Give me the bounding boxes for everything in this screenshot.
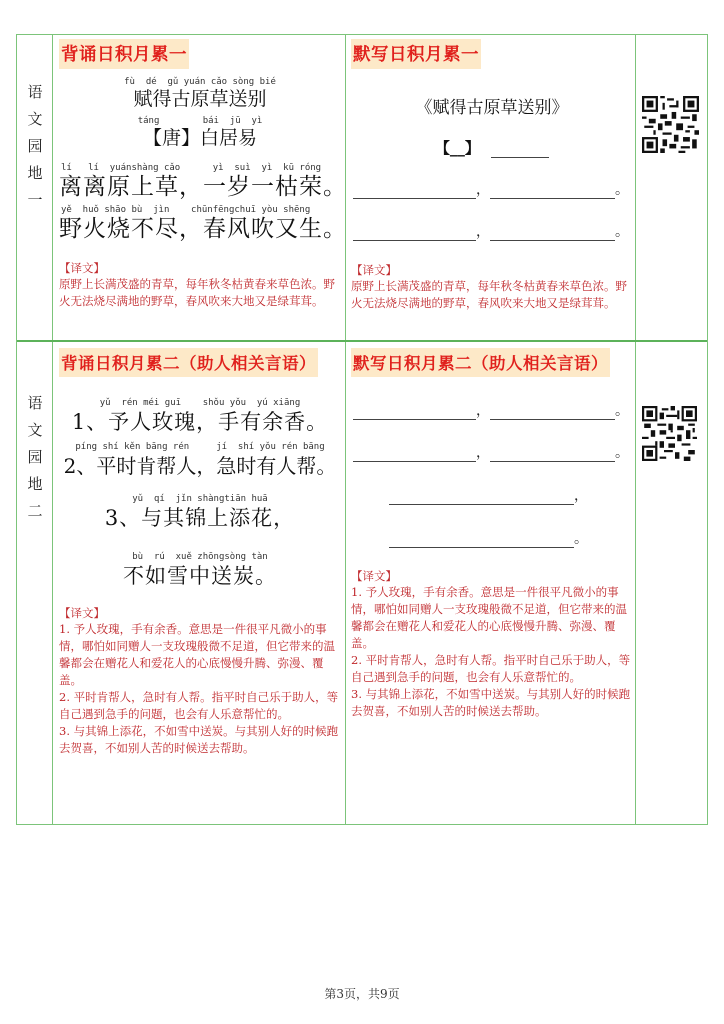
poem-line: 3、与其锦上添花，	[104, 506, 296, 530]
blank-input[interactable]	[490, 226, 615, 241]
line-pinyin: yǔ qí jǐn shàngtiān huā	[132, 494, 268, 504]
dictation-line	[353, 400, 629, 420]
side-char: 园	[27, 448, 43, 466]
blank-input[interactable]	[353, 405, 476, 420]
translation-text: 2. 平时肯帮人，急时有人帮。指平时自己乐于助人，等自己遇到急手的问题，也会有人乐意帮忙的。	[59, 690, 339, 721]
author-name-blank[interactable]	[491, 143, 549, 158]
blank-input[interactable]	[389, 490, 574, 505]
line-pinyin: lí lí yuánshàng cǎo yì suì yì kū róng	[61, 163, 322, 173]
period: 。	[615, 224, 629, 240]
translation-text: 原野上长满茂盛的青草，每年秋冬枯黄春来草色浓。野火无法烧尽满地的野草，春风吹来大地又是绿茸茸。	[59, 277, 335, 308]
recite-heading: 背诵日积月累二（助人相关言语）	[59, 348, 318, 377]
comma: ，	[476, 182, 490, 198]
blank-input[interactable]	[353, 226, 476, 241]
period: 。	[615, 403, 629, 419]
worksheet-table	[16, 34, 708, 825]
row-divider	[17, 340, 707, 342]
poem-title: 赋得古原草送别	[133, 88, 267, 110]
translation-label: 【译文】	[59, 606, 105, 620]
translation-text: 1. 予人玫瑰，手有余香。意思是一件很平凡微小的事情，哪怕如同赠人一支玫瑰般微不足道，但它带来的温馨都会在赠花人和爱花人的心底慢慢升腾、弥漫、覆盖。	[351, 585, 627, 650]
translation-label: 【译文】	[59, 261, 105, 275]
side-char: 文	[27, 421, 43, 439]
qr-code-icon[interactable]	[642, 406, 697, 461]
poem-author: 【唐】白居易	[142, 127, 257, 149]
dictation-heading: 默写日积月累一	[351, 39, 481, 69]
blank-input[interactable]	[353, 184, 476, 199]
recite-cell-1	[59, 39, 347, 310]
side-char: 地	[27, 164, 43, 182]
side-label-unit-2	[17, 390, 53, 525]
page-footer: 第3页，共9页	[324, 987, 400, 1001]
translation-text: 原野上长满茂盛的青草，每年秋冬枯黄春来草色浓。野火无法烧尽满地的野草，春风吹来大地又是绿茸茸。	[351, 279, 627, 310]
dictation-translation	[351, 569, 633, 720]
translation-text: 3. 与其锦上添花，不如雪中送炭。与其别人好的时候跑去贺喜，不如别人苦的时候送去帮助。	[59, 724, 339, 755]
blank-input[interactable]	[490, 447, 615, 462]
dictation-cell-1	[351, 39, 633, 310]
comma: ，	[476, 224, 490, 240]
line-pinyin: yǔ rén méi guī shǒu yǒu yú xiāng	[99, 398, 301, 408]
recite-heading: 背诵日积月累一	[59, 39, 189, 69]
column-divider	[345, 35, 346, 824]
dictation-heading: 默写日积月累二（助人相关言语）	[351, 348, 610, 377]
dictation-line	[353, 221, 629, 241]
poem-line: 野火烧不尽，春风吹又生。	[59, 216, 347, 242]
dictation-cell-2	[351, 348, 633, 818]
dictation-line	[353, 179, 629, 199]
translation-text: 2. 平时肯帮人，急时有人帮。指平时自己乐于助人，等自己遇到急手的问题，也会有人乐意帮忙的。	[351, 653, 631, 684]
side-char: 语	[27, 394, 43, 412]
period: 。	[574, 531, 588, 547]
comma: ，	[574, 488, 588, 504]
dictation-line	[353, 442, 629, 462]
dictation-line	[389, 528, 588, 548]
line-pinyin: píng shí kěn bāng rén jí shí yǒu rén bāng	[75, 442, 325, 452]
dictation-title: 《赋得古原草送别》	[415, 98, 569, 118]
side-char: 语	[27, 83, 43, 101]
period: 。	[615, 182, 629, 198]
title-pinyin: fù dé gǔ yuán cǎo sòng bié	[124, 77, 276, 87]
comma: ，	[476, 445, 490, 461]
dictation-line	[389, 485, 588, 505]
poem-line: 不如雪中送炭。	[123, 564, 277, 588]
line-pinyin: bù rú xuě zhōngsòng tàn	[132, 552, 268, 562]
poem-line: 离离原上草，一岁一枯荣。	[59, 174, 347, 200]
translation-label: 【译文】	[351, 569, 397, 583]
translation-text: 1. 予人玫瑰，手有余香。意思是一件很平凡微小的事情，哪怕如同赠人一支玫瑰般微不足道，但它带来的温馨都会在赠花人和爱花人的心底慢慢升腾、弥漫、覆盖。	[59, 622, 335, 687]
poem-line: 1、予人玫瑰，手有余香。	[71, 410, 329, 434]
side-char: 一	[27, 191, 43, 209]
translation-text: 3. 与其锦上添花，不如雪中送炭。与其别人好的时候跑去贺喜，不如别人苦的时候送去帮助。	[351, 687, 631, 718]
author-blank-row	[351, 137, 633, 158]
dynasty-blank[interactable]: 【__】	[434, 139, 480, 157]
translation-label: 【译文】	[351, 263, 397, 277]
side-char: 园	[27, 137, 43, 155]
side-char: 地	[27, 475, 43, 493]
side-char: 二	[27, 502, 43, 520]
blank-input[interactable]	[353, 447, 476, 462]
side-char: 文	[27, 110, 43, 128]
author-pinyin: táng bái jū yì	[137, 116, 263, 126]
comma: ，	[476, 403, 490, 419]
recite-cell-2	[59, 348, 341, 757]
period: 。	[615, 445, 629, 461]
poem-line: 2、平时肯帮人，急时有人帮。	[63, 454, 337, 478]
column-divider	[635, 35, 636, 824]
line-pinyin: yě huǒ shāo bù jìn chūnfēngchuī yòu shēng	[61, 205, 311, 215]
blank-input[interactable]	[389, 533, 574, 548]
qr-code-icon[interactable]	[642, 96, 699, 153]
blank-input[interactable]	[490, 405, 615, 420]
blank-input[interactable]	[490, 184, 615, 199]
side-label-unit-1	[17, 79, 53, 214]
dictation-translation	[351, 263, 633, 312]
